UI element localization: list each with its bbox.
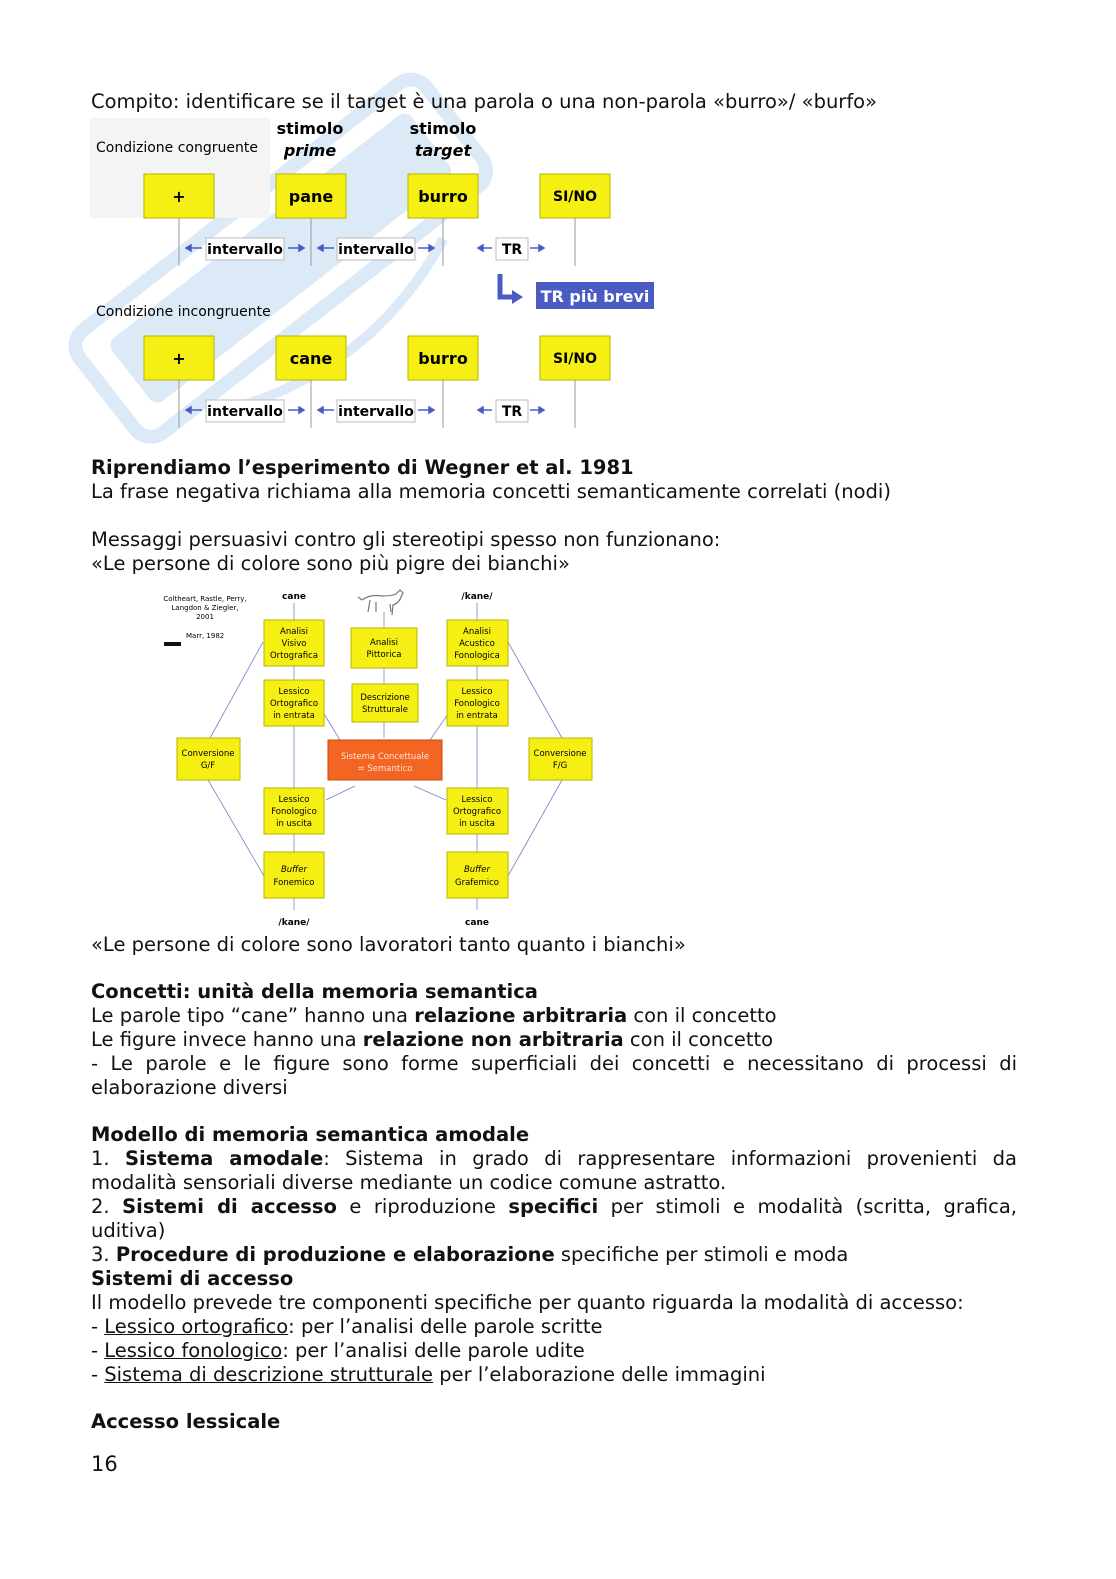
box-phonemic-buffer (264, 852, 324, 898)
box-lf-out-line1: Lessico (278, 795, 310, 805)
box-conv-gf-line1: Conversione (181, 749, 235, 759)
box-semantic-line2: = Semantico (357, 764, 413, 774)
incongruent-box-prime-text: cane (289, 349, 333, 368)
target-label: target (414, 141, 472, 160)
wegner-title: Riprendiamo l’esperimento di Wegner et al. 1981 (91, 456, 634, 479)
box-pictorial-line1: Analisi (370, 638, 398, 648)
incongruent-interval-2: intervallo (338, 404, 414, 420)
congruent-box-response-text: SI/NO (552, 189, 598, 205)
box-acoustic-line2: Acustico (459, 639, 495, 649)
incongruent-label: Condizione incongruente (96, 304, 271, 320)
congruent-label: Condizione congruente (96, 140, 258, 156)
box-lo-in-line3: in entrata (273, 711, 315, 721)
box-lf-out-line2: Fonologico (271, 807, 317, 817)
access-item-phonological: - Lessico fonologico: per l’analisi delle parole udite (91, 1339, 585, 1362)
access-text: Il modello prevede tre componenti specifiche per quanto riguarda la modalità di accesso: (91, 1291, 964, 1314)
box-lo-in-line2: Ortografico (269, 699, 319, 709)
box-lo-out-line2: Ortografico (452, 807, 502, 817)
box-semantic-line1: Sistema Concettuale (340, 752, 430, 762)
citation-line-1: Coltheart, Rastle, Perry, (163, 595, 247, 603)
box-graphemic-buffer (447, 852, 508, 898)
box-lf-in-line2: Fonologico (454, 699, 500, 709)
box-gf-conversion (177, 738, 240, 780)
task-line: Compito: identificare se il target è una parola o una non-parola «burro»/ «burfo» (91, 90, 878, 113)
quote-lazy: «Le persone di colore sono più pigre dei bianchi» (91, 552, 570, 575)
box-lo-in-line1: Lessico (278, 687, 310, 697)
legend-bar (164, 642, 181, 646)
box-fg-conversion (529, 738, 592, 780)
box-lf-out-line3: in uscita (276, 819, 312, 829)
stimulus-label-1: stimolo (276, 119, 344, 138)
box-lf-in-line3: in entrata (456, 711, 498, 721)
congruent-box-prime-text: pane (288, 187, 334, 206)
congruent-interval-2: intervallo (338, 242, 414, 258)
box-buf-f-line1: Buffer (280, 865, 308, 875)
shorter-tr-text: TR più brevi (540, 287, 650, 306)
incongruent-box-target-text: burro (418, 349, 468, 368)
model-point-3: 3. Procedure di produzione e elaborazione specifiche per stimoli e moda (91, 1243, 849, 1266)
box-lf-in-line1: Lessico (461, 687, 493, 697)
model-point-1: 1. Sistema amodale: Sistema in grado di rappresentare informazioni provenienti da modalità sensoriali diverse mediante un codice comune astratto. (91, 1147, 1017, 1194)
box-desc-line1: Descrizione (360, 693, 410, 703)
marr-citation: Marr, 1982 (186, 632, 225, 640)
page-number: 16 (91, 1452, 118, 1476)
access-item-orthographic: - Lessico ortografico: per l’analisi delle parole scritte (91, 1315, 603, 1338)
congruent-tr: TR (501, 242, 523, 258)
citation-line-2: Langdon & Ziegler, (171, 604, 239, 612)
input-written: cane (282, 592, 306, 602)
access-item-structural: - Sistema di descrizione strutturale per l’elaborazione delle immagini (91, 1363, 766, 1386)
box-visual-line1: Analisi (280, 627, 308, 637)
congruent-box-target-text: burro (418, 187, 468, 206)
incongruent-interval-1: intervallo (207, 404, 283, 420)
model-point-2: 2. Sistemi di accesso e riproduzione specifici per stimoli e modalità (scritta, grafica, uditiva) (91, 1195, 1018, 1242)
persuasive-text: Messaggi persuasivi contro gli stereotipi spesso non funzionano: (91, 528, 721, 551)
wegner-text: La frase negativa richiama alla memoria concetti semanticamente correlati (nodi) (91, 480, 891, 503)
box-desc-line2: Strutturale (362, 705, 408, 715)
congruent-box-fixation-text: + (172, 187, 186, 206)
box-visual-line2: Visivo (281, 639, 307, 649)
box-buf-g-line1: Buffer (463, 865, 491, 875)
box-acoustic-line1: Analisi (463, 627, 491, 637)
prime-label: prime (283, 141, 337, 160)
incongruent-box-fixation-text: + (172, 349, 186, 368)
quote-hardworking: «Le persone di colore sono lavoratori tanto quanto i bianchi» (91, 933, 686, 956)
input-spoken: /kane/ (461, 592, 493, 602)
incongruent-tr: TR (501, 404, 523, 420)
box-acoustic-line3: Fonologica (454, 651, 500, 661)
model-title: Modello di memoria semantica amodale (91, 1123, 530, 1146)
output-written: cane (465, 918, 489, 928)
box-visual-line3: Ortografica (269, 651, 319, 661)
box-structural-description (352, 684, 418, 722)
concepts-line-1: Le parole tipo “cane” hanno una relazione arbitraria con il concetto (91, 1004, 777, 1027)
box-buf-f-line2: Fonemico (273, 878, 315, 888)
box-conv-gf-line2: G/F (200, 761, 216, 771)
box-lo-out-line1: Lessico (461, 795, 493, 805)
concepts-line-3: - Le parole e le figure sono forme superficiali dei concetti e necessitano di processi di elaborazione diversi (91, 1052, 1017, 1099)
concepts-line-2: Le figure invece hanno una relazione non arbitraria con il concetto (91, 1028, 774, 1051)
box-pictorial-analysis (351, 628, 417, 668)
box-buf-g-line2: Grafemico (454, 878, 500, 888)
dog-picture (358, 590, 403, 615)
citation-line-3: 2001 (196, 613, 214, 621)
lexical-access-title: Accesso lessicale (91, 1410, 281, 1433)
congruent-interval-1: intervallo (207, 242, 283, 258)
box-conv-fg-line2: F/G (552, 761, 568, 771)
box-lo-out-line3: in uscita (459, 819, 495, 829)
output-spoken: /kane/ (278, 918, 310, 928)
incongruent-box-response-text: SI/NO (552, 351, 598, 367)
stimulus-label-2: stimolo (409, 119, 477, 138)
box-conv-fg-line1: Conversione (533, 749, 587, 759)
concepts-title: Concetti: unità della memoria semantica (91, 980, 538, 1003)
box-pictorial-line2: Pittorica (366, 650, 402, 660)
access-title: Sistemi di accesso (91, 1267, 294, 1290)
